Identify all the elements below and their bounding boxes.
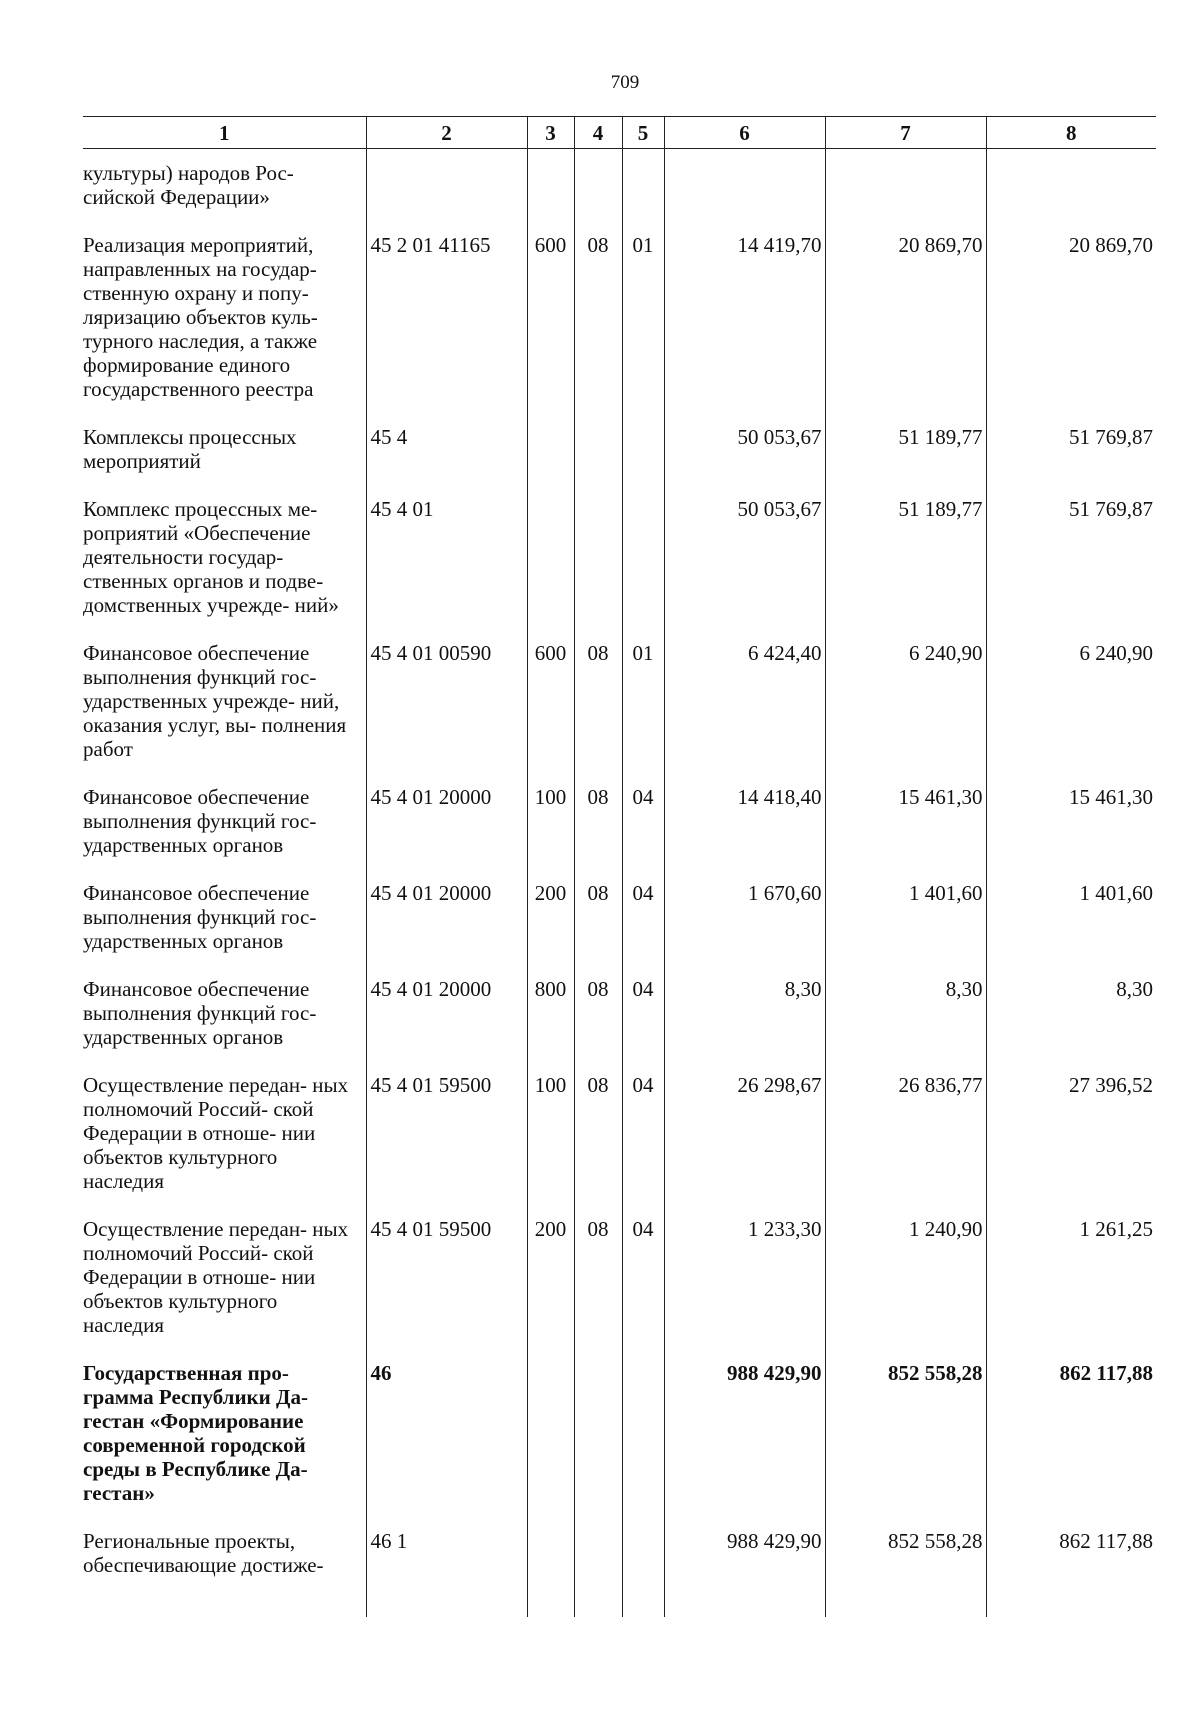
column-header: 8: [986, 117, 1156, 149]
row-code: 45 4 01 20000: [366, 881, 527, 977]
row-amount-col8: 6 240,90: [986, 641, 1156, 785]
row-amount-col6: 50 053,67: [664, 425, 825, 497]
row-code: 45 2 01 41165: [366, 233, 527, 425]
table-row: [83, 425, 1156, 497]
table-row: [83, 1217, 1156, 1361]
row-amount-col6: 50 053,67: [664, 497, 825, 641]
row-name: Комплекс процессных ме- роприятий «Обеспечение деятельности государ- ственных органов и подве- домственных учрежде- ний»: [83, 497, 339, 617]
table-body: [83, 149, 1156, 1618]
row-subsection: [622, 149, 664, 234]
row-name: культуры) народов Рос- сийской Федерации»: [83, 161, 294, 209]
row-subsection: [622, 425, 664, 497]
row-amount-col7: [825, 149, 986, 234]
row-subsection: 04: [622, 977, 664, 1073]
row-name: Финансовое обеспечение выполнения функций гос- ударственных органов: [83, 881, 317, 953]
row-code: 45 4 01 20000: [366, 785, 527, 881]
row-expense-type: [527, 1529, 574, 1617]
row-amount-col6: 6 424,40: [664, 641, 825, 785]
row-section: [574, 149, 622, 234]
row-section: 08: [574, 977, 622, 1073]
row-code: 46: [366, 1361, 527, 1529]
table-row: [83, 881, 1156, 977]
table-row: [83, 497, 1156, 641]
row-code: 45 4 01 59500: [366, 1217, 527, 1361]
row-expense-type: 600: [527, 233, 574, 425]
table-row: [83, 977, 1156, 1073]
row-amount-col7: 8,30: [825, 977, 986, 1073]
row-amount-col8: 862 117,88: [986, 1529, 1156, 1617]
row-subsection: 04: [622, 881, 664, 977]
row-amount-col6: 988 429,90: [664, 1361, 825, 1529]
row-section: 08: [574, 1073, 622, 1217]
column-header: 2: [366, 117, 527, 149]
row-section: [574, 497, 622, 641]
row-section: [574, 1361, 622, 1529]
row-name: Финансовое обеспечение выполнения функций гос- ударственных учрежде- ний, оказания услуг, вы- полнения работ: [83, 641, 347, 761]
row-expense-type: [527, 1361, 574, 1529]
row-subsection: 04: [622, 785, 664, 881]
column-header: 6: [664, 117, 825, 149]
row-name: Осуществление передан- ных полномочий Россий- ской Федерации в отноше- нии объектов культурного наследия: [83, 1073, 349, 1193]
row-name: Финансовое обеспечение выполнения функций гос- ударственных органов: [83, 977, 317, 1049]
row-expense-type: 200: [527, 1217, 574, 1361]
row-amount-col8: 1 401,60: [986, 881, 1156, 977]
row-subsection: 01: [622, 233, 664, 425]
row-name: Государственная про- грамма Республики Да- гестан «Формирование современной городской среды в Республике Да- гестан»: [83, 1361, 308, 1505]
row-amount-col7: 26 836,77: [825, 1073, 986, 1217]
row-amount-col7: 1 240,90: [825, 1217, 986, 1361]
row-name: Осуществление передан- ных полномочий Россий- ской Федерации в отноше- нии объектов культурного наследия: [83, 1217, 349, 1337]
row-subsection: 01: [622, 641, 664, 785]
row-amount-col6: 1 670,60: [664, 881, 825, 977]
row-amount-col6: 8,30: [664, 977, 825, 1073]
row-expense-type: 600: [527, 641, 574, 785]
row-expense-type: [527, 425, 574, 497]
row-section: 08: [574, 641, 622, 785]
column-header: 5: [622, 117, 664, 149]
row-expense-type: 800: [527, 977, 574, 1073]
row-amount-col7: 852 558,28: [825, 1529, 986, 1617]
row-expense-type: 100: [527, 785, 574, 881]
row-amount-col8: 1 261,25: [986, 1217, 1156, 1361]
row-amount-col7: 51 189,77: [825, 497, 986, 641]
row-amount-col6: 14 418,40: [664, 785, 825, 881]
row-amount-col7: 1 401,60: [825, 881, 986, 977]
row-section: [574, 425, 622, 497]
row-subsection: [622, 1361, 664, 1529]
table-row: [83, 1529, 1156, 1617]
row-amount-col7: 15 461,30: [825, 785, 986, 881]
table-row: [83, 1073, 1156, 1217]
row-amount-col8: 51 769,87: [986, 425, 1156, 497]
table-row: [83, 149, 1156, 234]
table-row: [83, 1361, 1156, 1529]
row-code: 45 4: [366, 425, 527, 497]
row-expense-type: 200: [527, 881, 574, 977]
row-subsection: [622, 497, 664, 641]
row-amount-col8: 862 117,88: [986, 1361, 1156, 1529]
row-name: Региональные проекты, обеспечивающие достиже-: [83, 1529, 324, 1577]
row-amount-col8: 8,30: [986, 977, 1156, 1073]
row-expense-type: [527, 149, 574, 234]
row-section: 08: [574, 785, 622, 881]
table-row: [83, 233, 1156, 425]
row-code: [366, 149, 527, 234]
budget-table: [83, 116, 1156, 1617]
row-amount-col6: [664, 149, 825, 234]
row-amount-col6: 14 419,70: [664, 233, 825, 425]
row-amount-col7: 6 240,90: [825, 641, 986, 785]
row-code: 45 4 01: [366, 497, 527, 641]
row-subsection: 04: [622, 1217, 664, 1361]
row-code: 45 4 01 00590: [366, 641, 527, 785]
row-expense-type: 100: [527, 1073, 574, 1217]
row-amount-col6: 26 298,67: [664, 1073, 825, 1217]
table-row: [83, 785, 1156, 881]
row-code: 45 4 01 20000: [366, 977, 527, 1073]
column-header: 4: [574, 117, 622, 149]
row-amount-col7: 51 189,77: [825, 425, 986, 497]
row-amount-col6: 1 233,30: [664, 1217, 825, 1361]
row-section: 08: [574, 233, 622, 425]
row-amount-col8: 27 396,52: [986, 1073, 1156, 1217]
row-amount-col8: 15 461,30: [986, 785, 1156, 881]
column-header: 3: [527, 117, 574, 149]
row-amount-col8: [986, 149, 1156, 234]
row-code: 46 1: [366, 1529, 527, 1617]
page-number: 709: [610, 72, 640, 93]
row-code: 45 4 01 59500: [366, 1073, 527, 1217]
row-amount-col6: 988 429,90: [664, 1529, 825, 1617]
row-subsection: [622, 1529, 664, 1617]
row-amount-col8: 20 869,70: [986, 233, 1156, 425]
row-name: Финансовое обеспечение выполнения функций гос- ударственных органов: [83, 785, 317, 857]
row-name: Комплексы процессных мероприятий: [83, 425, 297, 473]
row-section: 08: [574, 881, 622, 977]
row-section: 08: [574, 1217, 622, 1361]
column-header: 7: [825, 117, 986, 149]
header-row: [83, 117, 1156, 149]
row-amount-col7: 852 558,28: [825, 1361, 986, 1529]
row-section: [574, 1529, 622, 1617]
column-header: 1: [83, 117, 366, 149]
table-row: [83, 641, 1156, 785]
row-amount-col7: 20 869,70: [825, 233, 986, 425]
row-subsection: 04: [622, 1073, 664, 1217]
row-expense-type: [527, 497, 574, 641]
row-name: Реализация мероприятий, направленных на государ- ственную охрану и попу- ляризацию объектов куль- турного наследия, а также формирование единого государственного реестра: [83, 233, 318, 401]
row-amount-col8: 51 769,87: [986, 497, 1156, 641]
